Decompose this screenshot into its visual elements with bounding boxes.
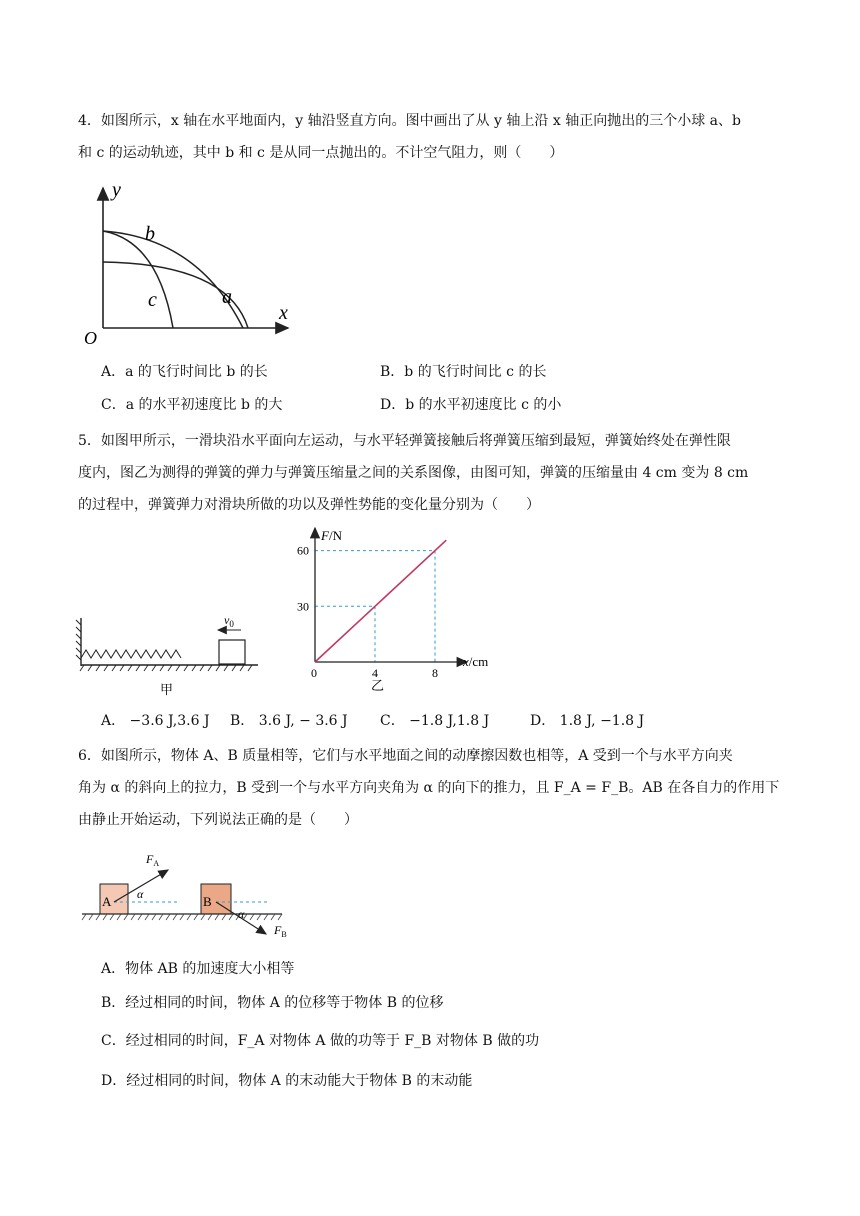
q6-label-alpha-b: α [238, 907, 245, 921]
chart-x-tick-2: 8 [432, 666, 438, 680]
q4-text-line2: 和 c 的运动轨迹，其中 b 和 c 是从同一点抛出的。不计空气阻力，则（ ） [78, 145, 564, 161]
chart-caption: 乙 [371, 678, 385, 693]
q5-text-line3: 的过程中，弹簧弹力对滑块所做的功以及弹性势能的变化量分别为（ ） [78, 497, 540, 513]
q5-option-b: B． 3.6 J, − 3.6 J [230, 713, 348, 729]
q6-label-fa: $F_A$ [146, 852, 160, 868]
q6-option-d: D．经过相同的时间，物体 A 的末动能大于物体 B 的末动能 [101, 1073, 473, 1089]
q5-spring [81, 650, 181, 658]
chart-y-tick-0: 30 [297, 599, 309, 614]
q5-fig-jia-caption: 甲 [160, 682, 174, 697]
q4-label-b: b [145, 223, 155, 245]
q5-slider-block [219, 640, 245, 664]
q6-label-fb: $F_B$ [274, 923, 287, 939]
q6-text-line1: 6．如图所示，物体 A、B 质量相等，它们与水平地面之间的动摩擦因数也相等，A 受到一个与水平方向夹 [78, 748, 733, 764]
q6-text-line2: 角为 α 的斜向上的拉力，B 受到一个与水平方向夹角为 α 的向下的推力，且 F_A = F_B。AB 在各自力的作用下 [78, 780, 780, 796]
q5-text-line1: 5．如图甲所示，一滑块沿水平面向左运动，与水平轻弹簧接触后将弹簧压缩到最短，弹簧始终处在弹性限 [78, 433, 731, 449]
q5-option-d: D． 1.8 J, −1.8 J [530, 713, 645, 729]
chart-x-tick-0: 0 [311, 666, 317, 680]
q4-trajectory-figure [78, 178, 308, 348]
q6-option-a: A．物体 AB 的加速度大小相等 [101, 961, 295, 977]
q4-label-x: x [279, 302, 288, 324]
q5-velocity-label: $v_0$ [224, 613, 234, 629]
q4-text-line1: 4．如图所示，x 轴在水平地面内，y 轴沿竖直方向。图中画出了从 y 轴上沿 x 轴正向抛出的三个小球 a、b [78, 113, 741, 129]
q6-option-c: C．经过相同的时间，F_A 对物体 A 做的功等于 F_B 对物体 B 做的功 [101, 1033, 540, 1049]
q6-text-line3: 由静止开始运动，下列说法正确的是（ ） [78, 812, 358, 828]
chart-x-tick-1: 4 [372, 666, 378, 680]
q4-label-o: O [84, 328, 97, 348]
q5-option-c: C． −1.8 J,1.8 J [380, 713, 490, 729]
q4-option-d: D．b 的水平初速度比 c 的小 [380, 397, 562, 413]
chart-y-label: F/N [321, 528, 342, 543]
q6-label-alpha-a: α [137, 887, 144, 901]
q5-force-chart [285, 522, 489, 693]
q6-force-figure [82, 846, 297, 941]
q4-label-a: a [222, 286, 232, 308]
chart-series-line-0 [315, 540, 446, 662]
chart-y-tick-1: 60 [297, 543, 309, 558]
q4-option-a: A．a 的飞行时间比 b 的长 [101, 364, 268, 380]
q4-option-b: B．b 的飞行时间比 c 的长 [380, 364, 547, 380]
q5-option-a: A． −3.6 J,3.6 J [101, 713, 210, 729]
q5-text-line2: 度内，图乙为测得的弹簧的弹力与弹簧压缩量之间的关系图像，由图可知，弹簧的压缩量由 4 cm 变为 8 cm [78, 465, 749, 481]
q4-label-y: y [112, 179, 121, 201]
q6-option-b: B．经过相同的时间，物体 A 的位移等于物体 B 的位移 [101, 995, 444, 1011]
q4-option-c: C．a 的水平初速度比 b 的大 [101, 397, 283, 413]
q6-label-a: A [102, 894, 112, 909]
q5-spring-figure [76, 608, 266, 698]
chart-x-label: x/cm [463, 654, 489, 669]
q4-label-c: c [148, 289, 157, 311]
q4-curve-b [103, 231, 243, 328]
q6-label-b: B [203, 894, 212, 909]
